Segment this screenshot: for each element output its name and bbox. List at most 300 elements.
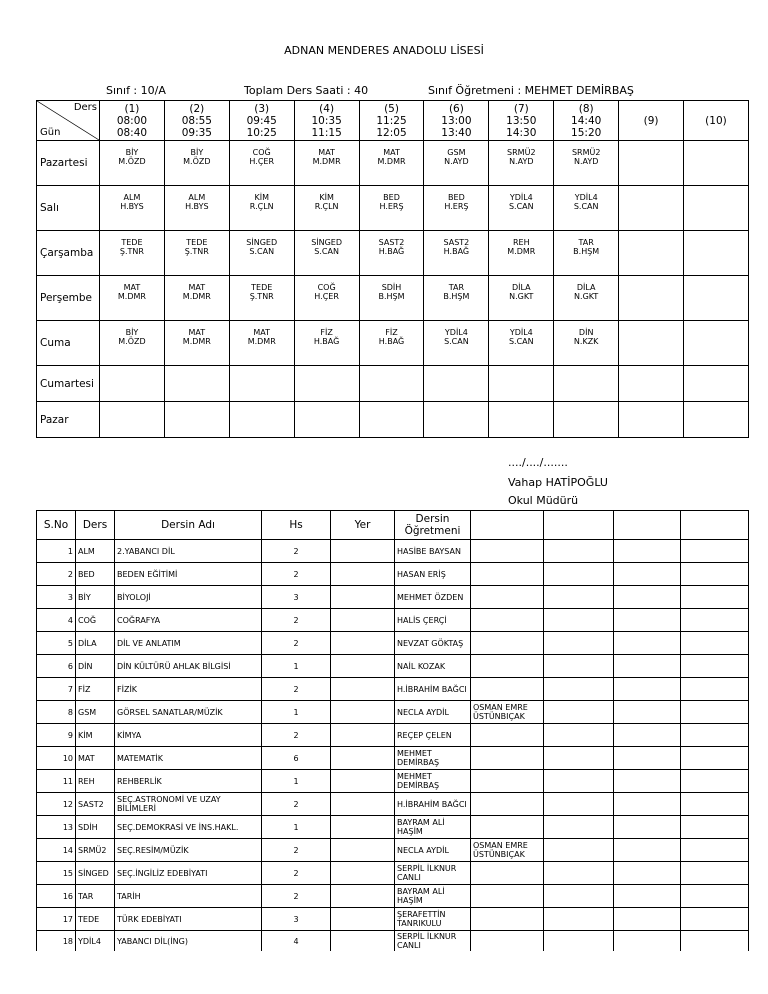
teacher-code: N.AYD bbox=[509, 157, 534, 166]
teacher-code bbox=[489, 378, 553, 392]
teacher-code: M.DMR bbox=[507, 247, 536, 256]
teacher-code bbox=[684, 202, 748, 216]
schedule-cell bbox=[554, 186, 619, 231]
lesson-blank bbox=[681, 931, 749, 952]
schedule-cell bbox=[359, 141, 424, 186]
period-start: 10:35 bbox=[311, 114, 342, 127]
schedule-cell bbox=[164, 276, 229, 321]
lesson-no: 16 bbox=[37, 885, 76, 908]
schedule-cell bbox=[684, 141, 749, 186]
lesson-room bbox=[331, 885, 395, 908]
lesson-code: GSM bbox=[76, 701, 115, 724]
lesson-no: 3 bbox=[37, 586, 76, 609]
lesson-code: ALM bbox=[188, 193, 206, 202]
lesson-blank bbox=[614, 609, 681, 632]
lesson-blank bbox=[614, 931, 681, 952]
lesson-teacher: NECLA AYDİL bbox=[395, 701, 471, 724]
lesson-code: YDİL4 bbox=[76, 931, 115, 952]
lesson-code: DİN bbox=[578, 328, 594, 337]
lesson-header-teacher: Dersin Öğretmeni bbox=[395, 511, 471, 540]
lesson-blank bbox=[681, 540, 749, 563]
period-start: 08:55 bbox=[181, 114, 212, 127]
teacher-code bbox=[684, 247, 748, 261]
corner-ders-label: Ders bbox=[73, 102, 97, 113]
lesson-name: YABANCI DİL(İNG) bbox=[115, 931, 262, 952]
schedule-cell bbox=[619, 276, 684, 321]
lesson-blank bbox=[681, 793, 749, 816]
lesson-blank bbox=[681, 563, 749, 586]
lesson-code: BED bbox=[448, 193, 465, 202]
teacher-code: M.ÖZD bbox=[183, 157, 211, 166]
period-header bbox=[619, 101, 684, 141]
teacher-code bbox=[619, 378, 683, 392]
lesson-blank bbox=[614, 816, 681, 839]
principal-name: Vahap HATİPOĞLU bbox=[508, 476, 608, 489]
lesson-name: DİL VE ANLATIM bbox=[115, 632, 262, 655]
period-header bbox=[424, 101, 489, 141]
lesson-teacher-2 bbox=[471, 632, 544, 655]
schedule-cell bbox=[294, 276, 359, 321]
lesson-teacher: BAYRAM ALİ HAŞİM bbox=[395, 885, 471, 908]
lesson-name: SEÇ.İNGİLİZ EDEBİYATI bbox=[115, 862, 262, 885]
lesson-teacher: BAYRAM ALİ HAŞİM bbox=[395, 816, 471, 839]
lesson-code: TEDE bbox=[251, 283, 273, 292]
lesson-hours: 2 bbox=[262, 609, 331, 632]
lesson-teacher-2 bbox=[471, 586, 544, 609]
teacher-code: M.DMR bbox=[377, 157, 406, 166]
period-number: (10) bbox=[705, 114, 727, 127]
lesson-code: YDİL4 bbox=[509, 328, 533, 337]
lesson-header-ders: Ders bbox=[76, 511, 115, 540]
lesson-code: COĞ bbox=[76, 609, 115, 632]
lesson-name: DİN KÜLTÜRÜ AHLAK BİLGİSİ bbox=[115, 655, 262, 678]
lesson-code: BİY bbox=[125, 148, 139, 157]
period-header bbox=[684, 101, 749, 141]
lesson-room bbox=[331, 678, 395, 701]
lesson-blank bbox=[614, 678, 681, 701]
lesson-no: 6 bbox=[37, 655, 76, 678]
teacher-code bbox=[684, 292, 748, 306]
lesson-teacher-2 bbox=[471, 724, 544, 747]
schedule-cell bbox=[164, 141, 229, 186]
teacher-code: R.ÇLN bbox=[249, 202, 274, 211]
period-header bbox=[554, 101, 619, 141]
lesson-hours: 3 bbox=[262, 586, 331, 609]
period-start: 11:25 bbox=[376, 114, 407, 127]
lesson-teacher: MEHMET DEMİRBAŞ bbox=[395, 747, 471, 770]
teacher-code: B.HŞM bbox=[378, 292, 405, 301]
period-number: (4) bbox=[319, 102, 335, 115]
schedule-cell bbox=[619, 141, 684, 186]
teacher-code bbox=[619, 337, 683, 351]
lesson-name: SEÇ.DEMOKRASİ VE İNS.HAKL. bbox=[115, 816, 262, 839]
lesson-hours: 2 bbox=[262, 862, 331, 885]
lesson-code: MAT bbox=[188, 283, 206, 292]
lesson-teacher-2 bbox=[471, 540, 544, 563]
lesson-code: SRMÜ2 bbox=[571, 148, 601, 157]
lesson-code: SAST2 bbox=[378, 238, 405, 247]
period-header bbox=[294, 101, 359, 141]
lesson-code: REH bbox=[512, 238, 530, 247]
schedule-cell bbox=[684, 321, 749, 366]
schedule-cell bbox=[684, 231, 749, 276]
lesson-blank bbox=[614, 862, 681, 885]
schedule-header-row bbox=[37, 101, 749, 141]
period-header bbox=[100, 101, 165, 141]
lesson-code: COĞ bbox=[317, 283, 336, 292]
teacher-code: S.CAN bbox=[573, 202, 599, 211]
lesson-blank bbox=[614, 540, 681, 563]
lesson-teacher-2 bbox=[471, 770, 544, 793]
teacher-code: S.CAN bbox=[508, 337, 534, 346]
lesson-blank bbox=[681, 655, 749, 678]
lesson-code: ALM bbox=[76, 540, 115, 563]
schedule-cell bbox=[424, 186, 489, 231]
teacher-code: H.BAĞ bbox=[313, 337, 340, 346]
teacher-code: S.CAN bbox=[508, 202, 534, 211]
school-title: ADNAN MENDERES ANADOLU LİSESİ bbox=[284, 44, 484, 57]
period-end: 13:40 bbox=[441, 126, 472, 139]
teacher-code: H.BAĞ bbox=[378, 247, 405, 256]
period-number: (5) bbox=[384, 102, 399, 115]
lesson-blank bbox=[681, 701, 749, 724]
lesson-hours: 2 bbox=[262, 678, 331, 701]
lesson-code: TEDE bbox=[121, 238, 143, 247]
weekly-schedule-table bbox=[36, 100, 749, 438]
teacher-code: M.DMR bbox=[182, 337, 211, 346]
lesson-hours: 1 bbox=[262, 816, 331, 839]
lesson-code: TEDE bbox=[76, 908, 115, 931]
lesson-teacher: SERPİL İLKNUR CANLI bbox=[395, 862, 471, 885]
lesson-code: DİLA bbox=[511, 283, 531, 292]
teacher-code bbox=[100, 414, 164, 428]
schedule-cell bbox=[100, 402, 165, 438]
schedule-cell bbox=[619, 231, 684, 276]
principal-title: Okul Müdürü bbox=[508, 494, 579, 507]
teacher-code: H.BYS bbox=[120, 202, 144, 211]
lesson-row bbox=[37, 701, 749, 724]
lesson-header-row bbox=[37, 511, 749, 540]
lesson-blank bbox=[544, 701, 614, 724]
lesson-hours: 6 bbox=[262, 747, 331, 770]
lesson-room bbox=[331, 655, 395, 678]
lesson-hours: 2 bbox=[262, 563, 331, 586]
period-end: 11:15 bbox=[311, 126, 342, 139]
lesson-name: MATEMATİK bbox=[115, 747, 262, 770]
lesson-row bbox=[37, 586, 749, 609]
lesson-code: KİM bbox=[76, 724, 115, 747]
lesson-teacher: NAİL KOZAK bbox=[395, 655, 471, 678]
lesson-teacher-2 bbox=[471, 655, 544, 678]
lesson-name: KİMYA bbox=[115, 724, 262, 747]
schedule-cell bbox=[229, 402, 294, 438]
lesson-code: YDİL4 bbox=[444, 328, 468, 337]
lesson-row bbox=[37, 908, 749, 931]
lesson-hours: 2 bbox=[262, 724, 331, 747]
schedule-cell bbox=[359, 366, 424, 402]
schedule-cell bbox=[424, 366, 489, 402]
lesson-name: TÜRK EDEBİYATI bbox=[115, 908, 262, 931]
lesson-code: TEDE bbox=[186, 238, 208, 247]
day-row bbox=[37, 321, 749, 366]
lesson-code: SRMÜ2 bbox=[76, 839, 115, 862]
lesson-blank bbox=[544, 632, 614, 655]
day-name: Pazartesi bbox=[37, 141, 100, 186]
schedule-cell bbox=[164, 402, 229, 438]
schedule-cell bbox=[554, 402, 619, 438]
teacher-code: R.ÇLN bbox=[314, 202, 339, 211]
lesson-blank bbox=[614, 908, 681, 931]
lesson-blank bbox=[544, 678, 614, 701]
teacher-code: M.DMR bbox=[247, 337, 276, 346]
lesson-row bbox=[37, 609, 749, 632]
day-row bbox=[37, 276, 749, 321]
teacher-code bbox=[489, 414, 553, 428]
teacher-code: H.ÇER bbox=[249, 157, 275, 166]
schedule-cell bbox=[359, 231, 424, 276]
lesson-name: BİYOLOJİ bbox=[115, 586, 262, 609]
lesson-room bbox=[331, 747, 395, 770]
schedule-cell bbox=[554, 321, 619, 366]
lesson-teacher: H.İBRAHİM BAĞCI bbox=[395, 793, 471, 816]
teacher-code bbox=[619, 292, 683, 306]
lesson-code: BİY bbox=[190, 148, 204, 157]
lesson-hours: 4 bbox=[262, 931, 331, 952]
teacher-code bbox=[424, 414, 488, 428]
lesson-teacher-2 bbox=[471, 793, 544, 816]
schedule-cell bbox=[619, 321, 684, 366]
lesson-code: FİZ bbox=[385, 328, 398, 337]
lesson-teacher-2 bbox=[471, 747, 544, 770]
day-row bbox=[37, 231, 749, 276]
lesson-code: MAT bbox=[188, 328, 206, 337]
lesson-hours: 2 bbox=[262, 540, 331, 563]
lesson-blank bbox=[544, 908, 614, 931]
schedule-cell bbox=[229, 186, 294, 231]
lesson-room bbox=[331, 724, 395, 747]
lesson-blank bbox=[544, 563, 614, 586]
teacher-code: Ş.TNR bbox=[184, 247, 209, 256]
schedule-cell bbox=[489, 321, 554, 366]
lesson-header-blank bbox=[681, 511, 749, 540]
lesson-code: TAR bbox=[76, 885, 115, 908]
lesson-no: 15 bbox=[37, 862, 76, 885]
schedule-cell bbox=[424, 141, 489, 186]
lesson-blank bbox=[681, 632, 749, 655]
period-number: (8) bbox=[578, 102, 594, 115]
lesson-blank bbox=[681, 747, 749, 770]
lesson-row bbox=[37, 724, 749, 747]
lesson-code: SDİH bbox=[76, 816, 115, 839]
lesson-row bbox=[37, 770, 749, 793]
lesson-name: REHBERLİK bbox=[115, 770, 262, 793]
teacher-code: H.ÇER bbox=[314, 292, 339, 301]
schedule-cell bbox=[554, 276, 619, 321]
lesson-blank bbox=[544, 770, 614, 793]
period-number: (6) bbox=[448, 102, 464, 115]
lesson-code: SİNGED bbox=[246, 238, 278, 247]
lesson-header-hs: Hs bbox=[262, 511, 331, 540]
period-end: 15:20 bbox=[571, 126, 602, 139]
lesson-blank bbox=[544, 793, 614, 816]
teacher-code bbox=[684, 157, 748, 171]
schedule-cell bbox=[229, 231, 294, 276]
teacher-code bbox=[360, 378, 424, 392]
lesson-no: 18 bbox=[37, 931, 76, 952]
lesson-code: SİNGED bbox=[76, 862, 115, 885]
lesson-teacher: HASİBE BAYSAN bbox=[395, 540, 471, 563]
lesson-blank bbox=[614, 885, 681, 908]
lesson-room bbox=[331, 770, 395, 793]
lesson-name: TARİH bbox=[115, 885, 262, 908]
period-end: 10:25 bbox=[246, 126, 277, 139]
teacher-code: H.BAĞ bbox=[443, 247, 470, 256]
lesson-room bbox=[331, 701, 395, 724]
teacher-code: S.CAN bbox=[314, 247, 339, 256]
signature-date: ..../..../....... bbox=[508, 456, 568, 469]
lesson-code: MAT bbox=[318, 148, 335, 157]
teacher-code: H.ERŞ bbox=[379, 202, 404, 211]
lesson-hours: 3 bbox=[262, 908, 331, 931]
period-number: (2) bbox=[189, 102, 205, 115]
lesson-blank bbox=[544, 540, 614, 563]
lesson-room bbox=[331, 931, 395, 952]
period-start: 13:50 bbox=[506, 114, 537, 127]
schedule-cell bbox=[100, 141, 165, 186]
lesson-no: 13 bbox=[37, 816, 76, 839]
class-label: Sınıf : 10/A bbox=[106, 84, 166, 97]
lesson-blank bbox=[544, 839, 614, 862]
day-name: Çarşamba bbox=[37, 231, 100, 276]
lesson-no: 17 bbox=[37, 908, 76, 931]
lesson-teacher: HASAN ERİŞ bbox=[395, 563, 471, 586]
lesson-blank bbox=[681, 724, 749, 747]
lesson-row bbox=[37, 655, 749, 678]
lesson-teacher-2 bbox=[471, 862, 544, 885]
lesson-row bbox=[37, 793, 749, 816]
lesson-blank bbox=[614, 563, 681, 586]
teacher-code bbox=[360, 414, 424, 428]
lesson-row bbox=[37, 931, 749, 952]
schedule-cell bbox=[294, 321, 359, 366]
period-start: 08:00 bbox=[116, 114, 148, 127]
lesson-name: BEDEN EĞİTİMİ bbox=[115, 563, 262, 586]
schedule-cell bbox=[164, 186, 229, 231]
lesson-code: MAT bbox=[383, 148, 400, 157]
period-header bbox=[359, 101, 424, 141]
lesson-blank bbox=[544, 724, 614, 747]
period-end: 14:30 bbox=[506, 126, 537, 139]
lesson-name: FİZİK bbox=[115, 678, 262, 701]
day-name: Pazar bbox=[37, 402, 100, 438]
lesson-code: SAST2 bbox=[443, 238, 470, 247]
lesson-code: REH bbox=[76, 770, 115, 793]
schedule-cell bbox=[294, 231, 359, 276]
lesson-row bbox=[37, 563, 749, 586]
teacher-code: N.AYD bbox=[444, 157, 469, 166]
schedule-cell bbox=[619, 186, 684, 231]
total-hours-label: Toplam Ders Saati : 40 bbox=[244, 84, 369, 97]
day-row bbox=[37, 186, 749, 231]
lesson-code: BİY bbox=[125, 328, 139, 337]
lesson-room bbox=[331, 793, 395, 816]
lesson-code: SRMÜ2 bbox=[507, 148, 536, 157]
teacher-code: H.BAĞ bbox=[378, 337, 405, 346]
teacher-code: H.ERŞ bbox=[444, 202, 469, 211]
lesson-blank bbox=[544, 885, 614, 908]
lesson-code: DİLA bbox=[76, 632, 115, 655]
lesson-teacher: NEVZAT GÖKTAŞ bbox=[395, 632, 471, 655]
schedule-cell bbox=[684, 276, 749, 321]
lesson-row bbox=[37, 632, 749, 655]
lesson-teacher-2 bbox=[471, 908, 544, 931]
teacher-code bbox=[165, 414, 229, 428]
lesson-hours: 2 bbox=[262, 632, 331, 655]
period-number: (1) bbox=[124, 102, 140, 115]
lesson-room bbox=[331, 609, 395, 632]
lesson-code: DİN bbox=[76, 655, 115, 678]
teacher-code bbox=[424, 378, 488, 392]
day-row bbox=[37, 366, 749, 402]
schedule-cell bbox=[489, 366, 554, 402]
corner-gun-label: Gün bbox=[40, 127, 61, 138]
schedule-cell bbox=[229, 321, 294, 366]
lesson-no: 5 bbox=[37, 632, 76, 655]
lesson-list-table bbox=[36, 510, 749, 951]
lesson-teacher-2 bbox=[471, 931, 544, 952]
lesson-code: KİM bbox=[254, 193, 269, 202]
lesson-blank bbox=[544, 931, 614, 952]
schedule-cell bbox=[229, 141, 294, 186]
schedule-cell bbox=[100, 366, 165, 402]
lesson-header-no: S.No bbox=[37, 511, 76, 540]
period-number: (3) bbox=[254, 102, 270, 115]
lesson-blank bbox=[544, 862, 614, 885]
lesson-teacher: MEHMET DEMİRBAŞ bbox=[395, 770, 471, 793]
teacher-code: M.DMR bbox=[117, 292, 146, 301]
lesson-no: 12 bbox=[37, 793, 76, 816]
period-header bbox=[164, 101, 229, 141]
lesson-blank bbox=[614, 586, 681, 609]
lesson-hours: 2 bbox=[262, 793, 331, 816]
period-start: 13:00 bbox=[441, 114, 472, 127]
lesson-code: SİNGED bbox=[311, 238, 343, 247]
period-start: 09:45 bbox=[246, 114, 277, 127]
teacher-code: M.ÖZD bbox=[118, 157, 146, 166]
corner-cell bbox=[37, 101, 100, 141]
lesson-code: SAST2 bbox=[76, 793, 115, 816]
lesson-no: 9 bbox=[37, 724, 76, 747]
schedule-cell bbox=[554, 141, 619, 186]
lesson-code: FİZ bbox=[76, 678, 115, 701]
lesson-row bbox=[37, 885, 749, 908]
lesson-hours: 1 bbox=[262, 655, 331, 678]
lesson-room bbox=[331, 632, 395, 655]
teacher-code bbox=[554, 378, 618, 392]
teacher-code: M.ÖZD bbox=[118, 337, 146, 346]
schedule-cell bbox=[294, 141, 359, 186]
lesson-code: DİLA bbox=[576, 283, 596, 292]
schedule-cell bbox=[684, 366, 749, 402]
lesson-code: BED bbox=[76, 563, 115, 586]
lesson-blank bbox=[681, 885, 749, 908]
lesson-row bbox=[37, 678, 749, 701]
teacher-code: M.DMR bbox=[182, 292, 211, 301]
lesson-blank bbox=[544, 609, 614, 632]
lesson-header-yer: Yer bbox=[331, 511, 395, 540]
lesson-name: SEÇ.RESİM/MÜZİK bbox=[115, 839, 262, 862]
lesson-blank bbox=[544, 586, 614, 609]
